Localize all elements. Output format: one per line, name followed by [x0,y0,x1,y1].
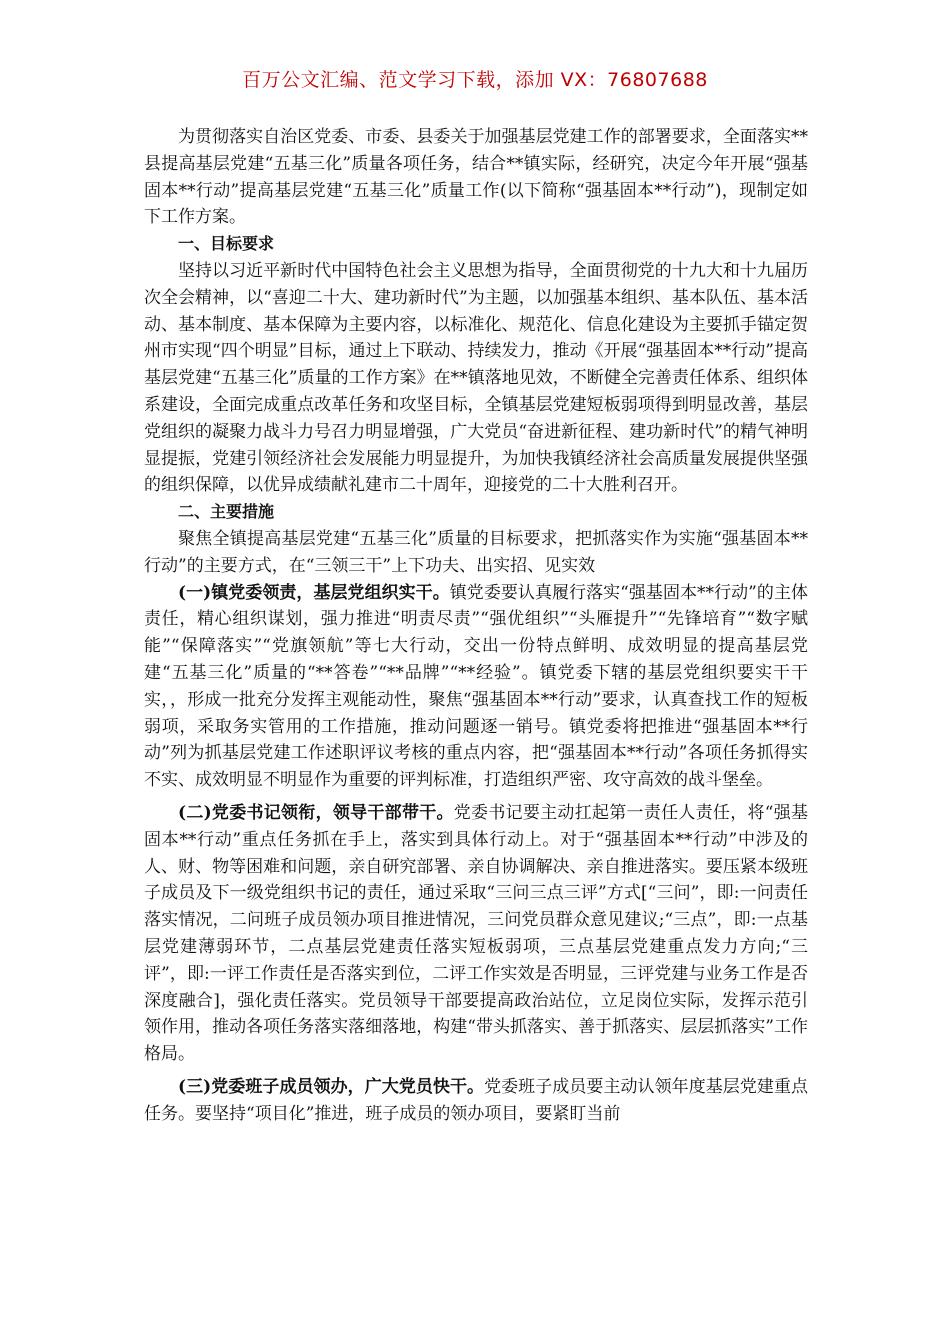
measures-intro-paragraph: 聚焦全镇提高基层党建“五基三化”质量的目标要求，把抓落实作为实施“强基固本**行动”的主要方式，在“三领三干”上下功夫、出实招、见实效 [144,528,808,576]
watermark-header: 百万公文汇编、范文学习下载，添加 VX：76807688 [242,69,708,91]
measure-lead-2: (二)党委书记领衔，领导干部带干。 [178,802,454,823]
measure-lead-3: (三)党委班子成员领办，广大党员快干。 [178,1076,485,1097]
goals-paragraph: 坚持以习近平新时代中国特色社会主义思想为指导，全面贯彻党的十九大和十九届历次全会精神，以“喜迎二十大、建功新时代”为主题，以加强基本组织、基本队伍、基本活动、基本制度、基本保障为主要内容，以标准化、规范化、信息化建设为主要抓手锚定贺州市实现“四个明显”目标，通过上下联动、持续发力，推动《开展“强基固本**行动”提高基层党建“五基三化”质量的工作方案》在**镇落地见效，不断健全完善责任体系、组织体系建设，全面完成重点改革任务和攻坚目标，全镇基层党建短板弱项得到明显改善，基层党组织的凝聚力战斗力号召力明显增强，广大党员“奋进新征程、建功新时代”的精气神明显提振，党建引领经济社会发展能力明显提升，为加快我镇经济社会高质量发展提供坚强的组织保障，以优异成绩献礼建市二十周年，迎接党的二十大胜利召开。 [144,260,808,496]
section-heading-goals: 一、目标要求 [178,234,275,254]
measure-text-3: 党委班子成员要主动认领年度基层党建重点任务。要坚持“项目化”推进，班子成员的领办项目，要紧盯当前 [144,1076,809,1124]
measure-paragraph-3 [144,1074,808,1128]
measure-lead-1: (一)镇党委领责，基层党组织实干。 [178,582,450,603]
measure-text-1: 镇党委要认真履行落实“强基固本**行动”的主体责任，精心组织谋划，强力推进“明责尽责”“强优组织”“头雁提升”“先锋培育”“数字赋能”“保障落实”“党旗领航”等七大行动，交出一份特点鲜明、成效明显的提高基层党建“五基三化”质量的“**答卷”“**品牌”“**经验”。镇党委下辖的基层党组织要实干干实，，形成一批充分发挥主观能动性，聚焦“强基固本**行动”要求，认真查找工作的短板弱项，采取务实管用的工作措施，推动问题逐一销号。镇党委将把推进“强基固本**行动”列为抓基层党建工作述职评议考核的重点内容，把“强基固本**行动”各项任务抓得实不实、成效明显不明显作为重要的评判标准，打造组织严密、攻守高效的战斗堡垒。 [144,582,808,791]
document-body [144,124,808,1127]
measure-text-2: 党委书记要主动扛起第一责任人责任，将“强基固本**行动”重点任务抓在手上，落实到具体行动上。对于“强基固本**行动”中涉及的人、财、物等困难和问题，亲自研究部署、亲自协调解决、亲自推进落实。要压紧本级班子成员及下一级党组织书记的责任，通过采取“三问三点三评”方式[“三问”，即:一问责任落实情况，二问班子成员领办项目推进情况，三问党员群众意见建议;“三点”，即:一点基层党建薄弱环节，二点基层党建责任落实短板弱项，三点基层党建重点发力方向;“三评”，即:一评工作责任是否落实到位，二评工作实效是否明显，三评党建与业务工作是否深度融合]，强化责任落实。党员领导干部要提高政治站位，立足岗位实际，发挥示范引领作用，推动各项任务落实落细落地，构建“带头抓落实、善于抓落实、层层抓落实”工作格局。 [144,802,808,1065]
intro-paragraph: 为贯彻落实自治区党委、市委、县委关于加强基层党建工作的部署要求，全面落实**县提高基层党建“五基三化”质量各项任务，结合**镇实际，经研究，决定今年开展“强基固本**行动”提高基层党建“五基三化”质量工作(以下简称“强基固本**行动”)，现制定如下工作方案。 [144,127,808,228]
section-heading-measures: 二、主要措施 [178,502,275,522]
measure-paragraph-1 [144,580,808,794]
measure-paragraph-2 [144,800,808,1068]
